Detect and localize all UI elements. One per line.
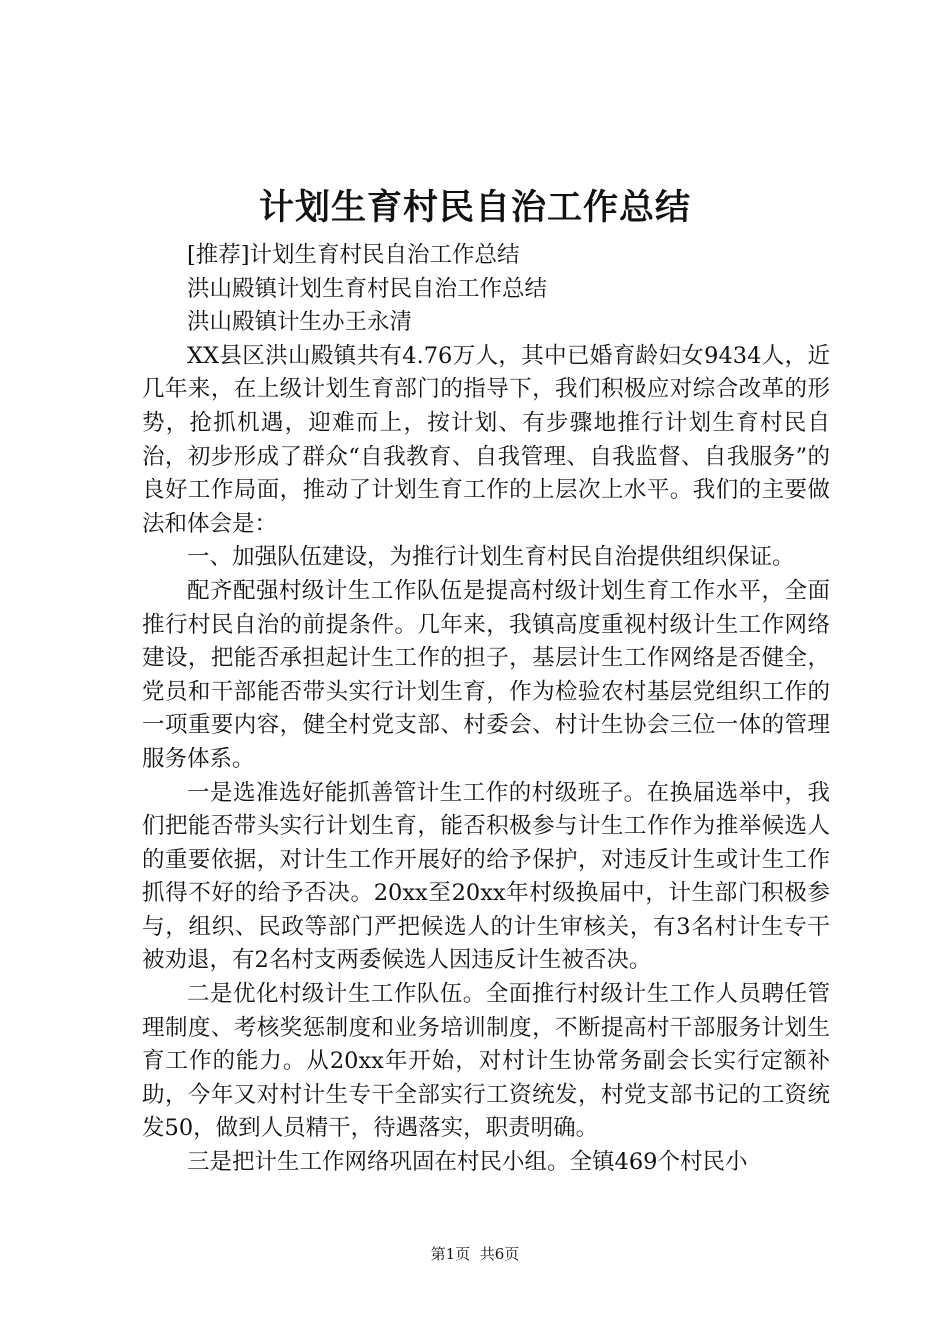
paragraph-section-heading: 一、加强队伍建设，为推行计划生育村民自治提供组织保证。 [187,544,795,571]
paragraph-point-three: 三是把计生工作网络巩固在村民小组。全镇469个村民小 [187,1149,748,1176]
document-title: 计划生育村民自治工作总结 [258,187,691,228]
page-total: 共6页 [479,1245,520,1263]
paragraph-intro: XX县区洪山殿镇共有4.76万人，其中已婚育龄妇女9434人，近几年来，在上级计划生育部门的指导下，我们积极应对综合改革的形势，抢抓机遇，迎难而上，按计划、有步骤地推行计划生育村民自治，初步形成了群众“自我教育、自我管理、自我监督、自我服务”的良好工作局面，推动了计划生育工作的上层次上水平。我们的主要做法和体会是： [142,342,830,537]
paragraph-team-building: 配齐配强村级计生工作队伍是提高村级计划生育工作水平，全面推行村民自治的前提条件。几年来，我镇高度重视村级计生工作网络建设，把能否承担起计生工作的担子，基层计生工作网络是否健全，党员和干部能否带头实行计划生育，作为检验农村基层党组织工作的一项重要内容，健全村党支部、村委会、村计生协会三位一体的管理服务体系。 [142,577,830,772]
paragraph-point-one: 一是选准选好能抓善管计生工作的村级班子。在换届选举中，我们把能否带头实行计划生育，能否积极参与计生工作作为推举候选人的重要依据，对计生工作开展好的给予保护，对违反计生或计生工作抓得不好的给予否决。20xx至20xx年村级换届中，计生部门积极参与，组织、民政等部门严把候选人的计生审核关，有3名村计生专干被劝退，有2名村支两委候选人因违反计生被否决。 [142,779,830,974]
paragraph-subtitle: 洪山殿镇计划生育村民自治工作总结 [187,275,548,302]
paragraph-author: 洪山殿镇计生办王永清 [187,309,413,336]
document-body [142,239,830,1180]
page-number: 第1页 [430,1245,471,1263]
page-footer [0,1243,950,1265]
paragraph-point-two: 二是优化村级计生工作队伍。全面推行村级计生工作人员聘任管理制度、考核奖惩制度和业务培训制度，不断提高村干部服务计划生育工作的能力。从20xx年开始，对村计生协常务副会长实行定额补助，今年又对村计生专干全部实行工资统发，村党支部书记的工资统发50，做到人员精干，待遇落实，职责明确。 [142,981,830,1142]
paragraph-recommend-title: [推荐]计划生育村民自治工作总结 [187,242,520,268]
